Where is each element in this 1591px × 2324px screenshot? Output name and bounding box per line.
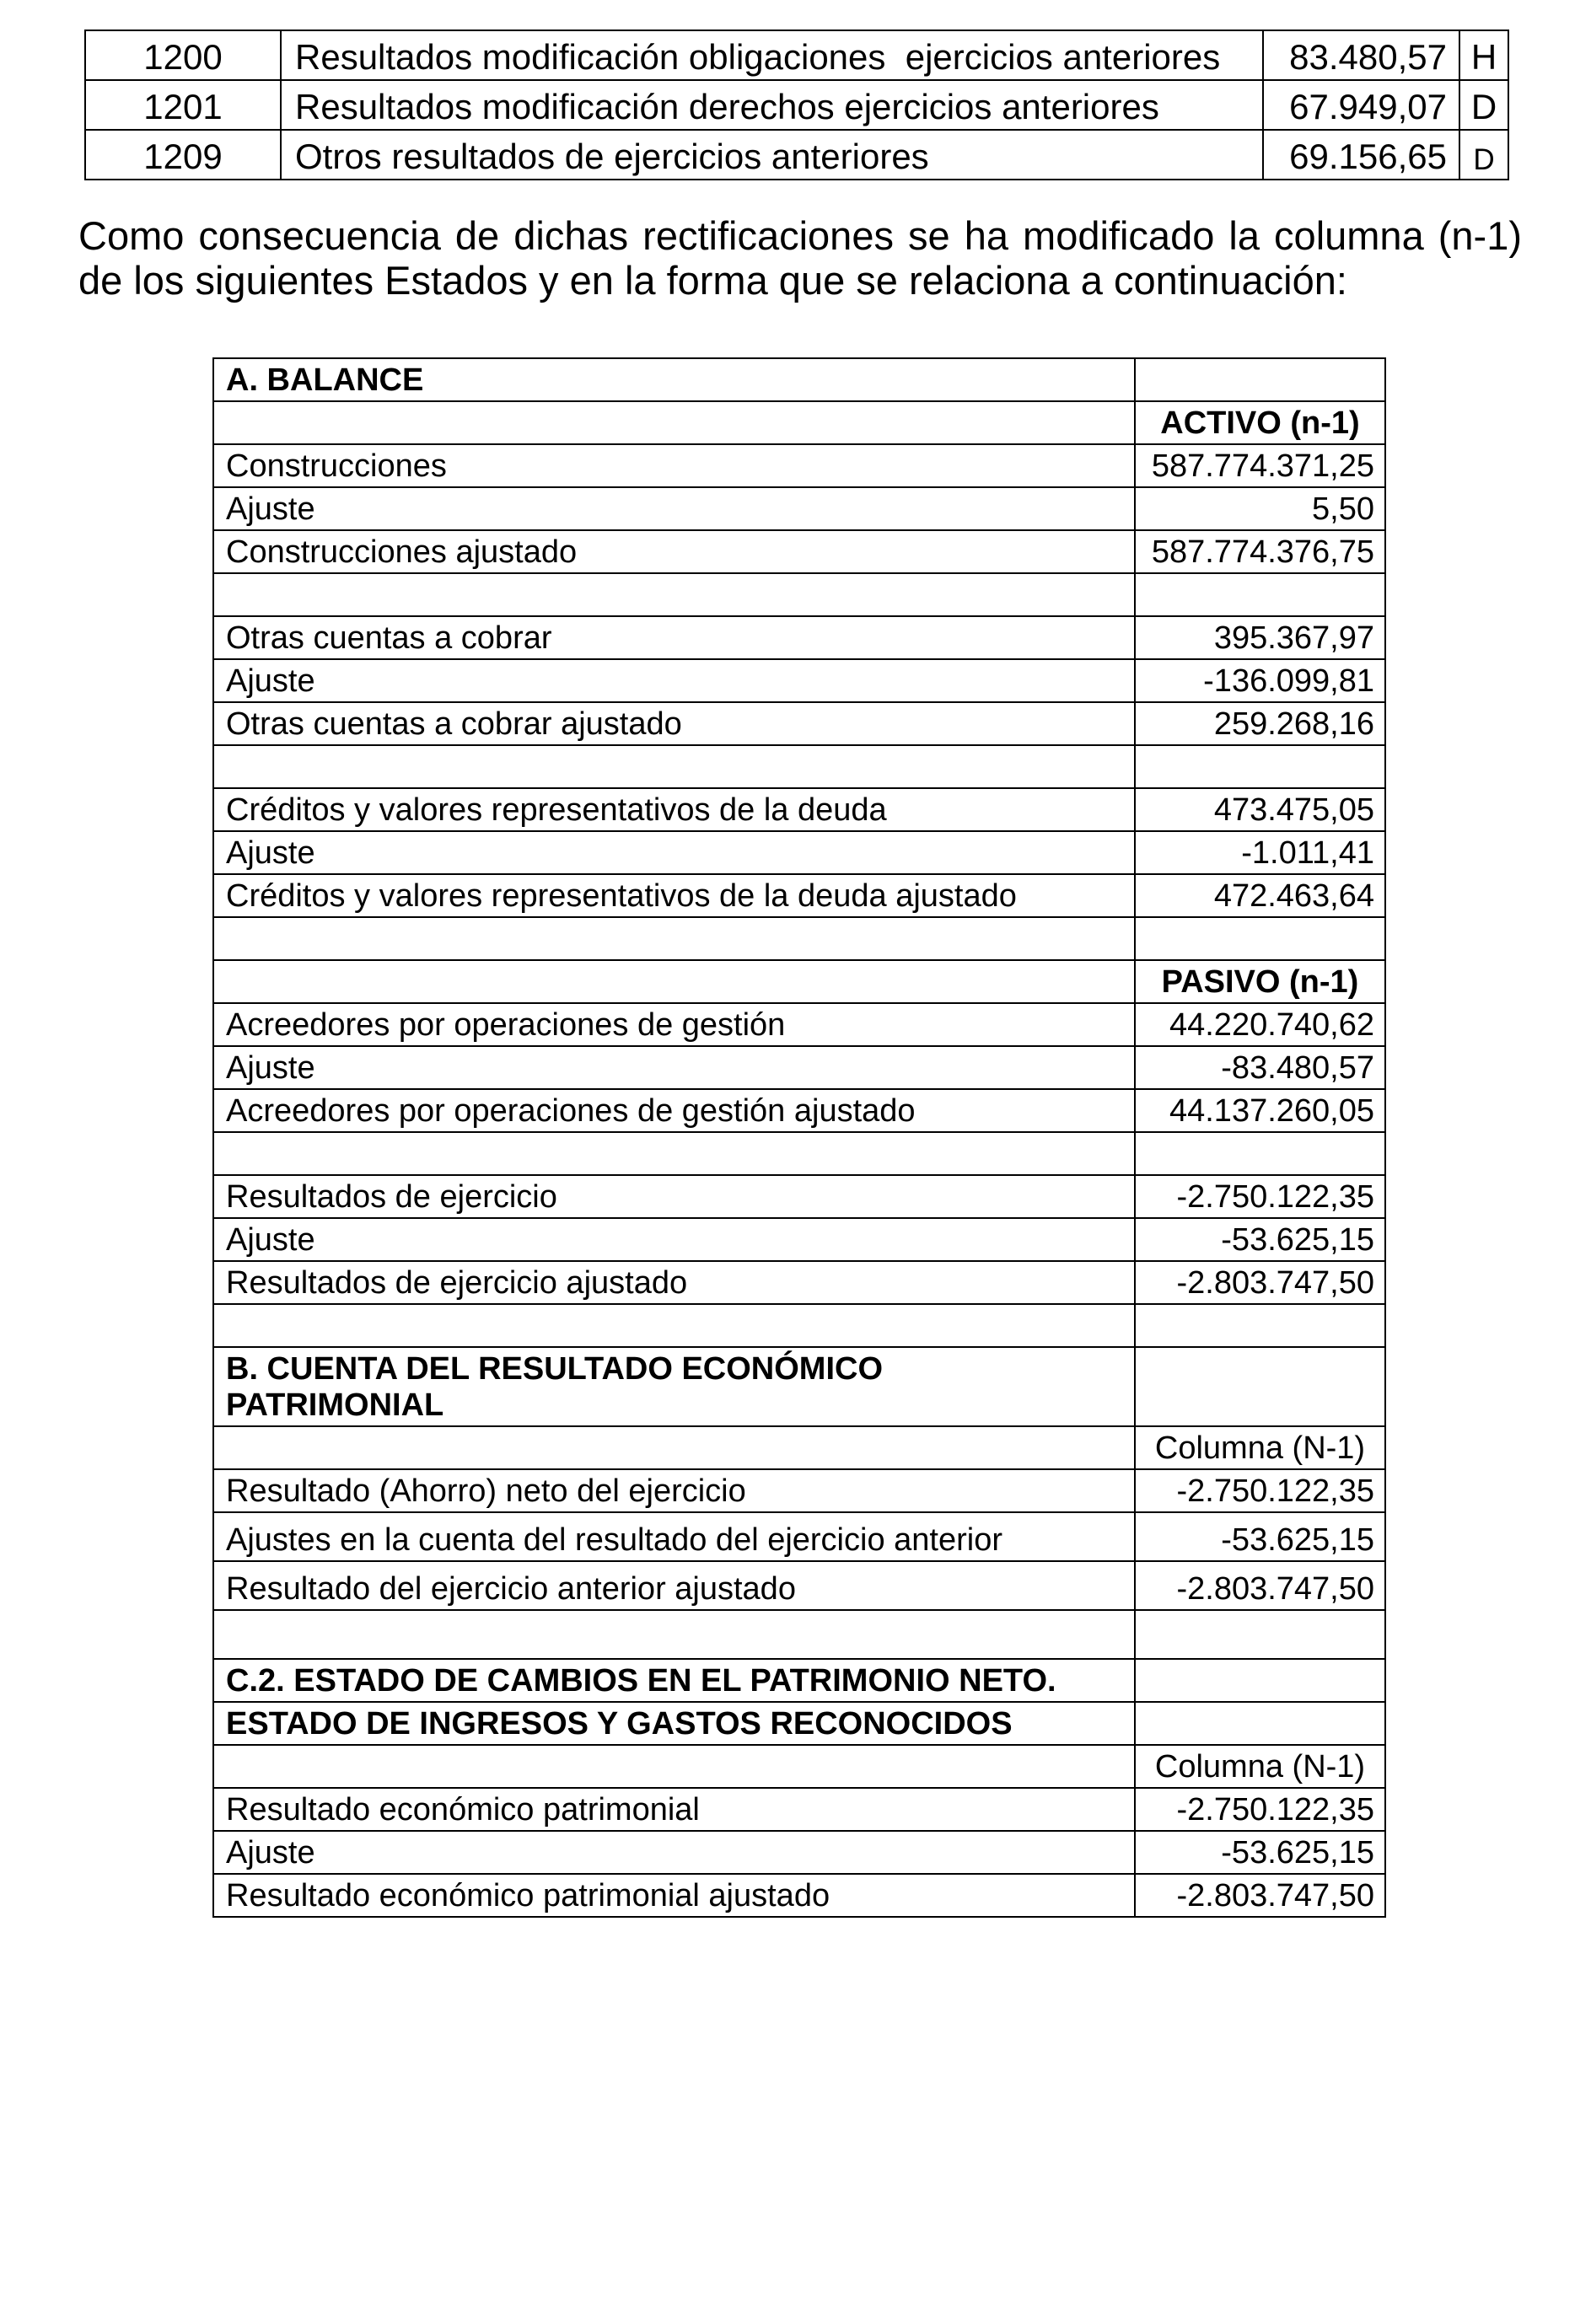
- column-header-row: [213, 1745, 1385, 1788]
- column-header-n-1: Columna (N-1): [1135, 1426, 1385, 1469]
- row-amount: -53.625,15: [1135, 1831, 1385, 1874]
- account-amount: 67.949,07: [1263, 80, 1459, 130]
- empty-cell: [1135, 1132, 1385, 1175]
- section-title-balance: A. BALANCE: [213, 358, 1135, 401]
- row-label: Ajuste: [213, 1218, 1135, 1261]
- row-label: Ajuste: [213, 1831, 1135, 1874]
- table-row: [213, 1561, 1385, 1610]
- row-amount: -2.750.122,35: [1135, 1788, 1385, 1831]
- table-row: [213, 702, 1385, 745]
- table-row: [213, 1218, 1385, 1261]
- row-amount: 587.774.376,75: [1135, 530, 1385, 573]
- row-amount: -1.011,41: [1135, 831, 1385, 874]
- empty-cell: [213, 1610, 1135, 1659]
- row-label: Créditos y valores representativos de la deuda ajustado: [213, 874, 1135, 917]
- debit-credit-indicator: D: [1459, 130, 1508, 180]
- table-row: [85, 130, 1508, 180]
- row-label: Ajuste: [213, 1046, 1135, 1089]
- table-row: [213, 1512, 1385, 1561]
- table-row: [213, 831, 1385, 874]
- blank-row: [213, 745, 1385, 788]
- row-label: Acreedores por operaciones de gestión: [213, 1003, 1135, 1046]
- blank-row: [213, 1304, 1385, 1347]
- table-row: [213, 1788, 1385, 1831]
- empty-cell: [1135, 1659, 1385, 1702]
- row-label: Acreedores por operaciones de gestión ajustado: [213, 1089, 1135, 1132]
- row-label: Ajuste: [213, 831, 1135, 874]
- intro-paragraph: [78, 213, 1522, 303]
- account-code: 1209: [85, 130, 281, 180]
- empty-cell: [213, 1304, 1135, 1347]
- row-amount: 587.774.371,25: [1135, 444, 1385, 487]
- empty-cell: [1135, 1304, 1385, 1347]
- row-amount: -83.480,57: [1135, 1046, 1385, 1089]
- table-row: [213, 659, 1385, 702]
- section-subtitle-ingresos-gastos: ESTADO DE INGRESOS Y GASTOS RECONOCIDOS: [213, 1702, 1135, 1745]
- row-label: Resultado (Ahorro) neto del ejercicio: [213, 1469, 1135, 1512]
- column-header-pasivo: PASIVO (n-1): [1135, 960, 1385, 1003]
- row-amount: -2.803.747,50: [1135, 1874, 1385, 1917]
- intro-line-2: de los siguientes Estados y en la forma que se relaciona a continuación:: [78, 258, 1347, 303]
- table-row: [213, 1874, 1385, 1917]
- row-label: Otras cuentas a cobrar ajustado: [213, 702, 1135, 745]
- row-amount: -53.625,15: [1135, 1512, 1385, 1561]
- row-label: Resultado económico patrimonial ajustado: [213, 1874, 1135, 1917]
- empty-cell: [1135, 358, 1385, 401]
- row-amount: 472.463,64: [1135, 874, 1385, 917]
- table-row: [213, 1831, 1385, 1874]
- table-row: [213, 530, 1385, 573]
- row-amount: -2.750.122,35: [1135, 1175, 1385, 1218]
- account-description: Resultados modificación obligaciones ejercicios anteriores: [281, 30, 1263, 80]
- empty-cell: [1135, 573, 1385, 616]
- row-amount: 44.220.740,62: [1135, 1003, 1385, 1046]
- row-amount: 44.137.260,05: [1135, 1089, 1385, 1132]
- table-row: [213, 616, 1385, 659]
- account-amount: 69.156,65: [1263, 130, 1459, 180]
- empty-cell: [1135, 1610, 1385, 1659]
- empty-cell: [213, 1745, 1135, 1788]
- row-amount: -2.750.122,35: [1135, 1469, 1385, 1512]
- blank-row: [213, 917, 1385, 960]
- row-amount: 395.367,97: [1135, 616, 1385, 659]
- column-header-activo: ACTIVO (n-1): [1135, 401, 1385, 444]
- column-header-row: [213, 960, 1385, 1003]
- row-label: Otras cuentas a cobrar: [213, 616, 1135, 659]
- table-row: [85, 80, 1508, 130]
- table-row: [213, 874, 1385, 917]
- empty-cell: [1135, 917, 1385, 960]
- empty-cell: [213, 401, 1135, 444]
- account-code: 1201: [85, 80, 281, 130]
- empty-cell: [213, 917, 1135, 960]
- table-row: [213, 1175, 1385, 1218]
- row-amount: 5,50: [1135, 487, 1385, 530]
- account-amount: 83.480,57: [1263, 30, 1459, 80]
- table-row: [213, 487, 1385, 530]
- column-header-n-1: Columna (N-1): [1135, 1745, 1385, 1788]
- row-label: Construcciones ajustado: [213, 530, 1135, 573]
- blank-row: [213, 1132, 1385, 1175]
- row-label: Ajustes en la cuenta del resultado del ejercicio anterior: [213, 1512, 1135, 1561]
- table-row: [213, 1046, 1385, 1089]
- row-label: Resultado del ejercicio anterior ajustado: [213, 1561, 1135, 1610]
- account-adjustments-table: [84, 30, 1509, 180]
- empty-cell: [1135, 745, 1385, 788]
- section-title-cell: [213, 1347, 1135, 1426]
- row-label: Ajuste: [213, 487, 1135, 530]
- row-label: Resultado económico patrimonial: [213, 1788, 1135, 1831]
- section-header-row: [213, 1659, 1385, 1702]
- table-row: [213, 788, 1385, 831]
- row-amount: 259.268,16: [1135, 702, 1385, 745]
- blank-row: [213, 1610, 1385, 1659]
- account-code: 1200: [85, 30, 281, 80]
- table-row: [213, 1089, 1385, 1132]
- row-label: Ajuste: [213, 659, 1135, 702]
- account-description: Otros resultados de ejercicios anteriores: [281, 130, 1263, 180]
- table-row: [213, 1469, 1385, 1512]
- empty-cell: [213, 1132, 1135, 1175]
- row-label: Construcciones: [213, 444, 1135, 487]
- debit-credit-indicator: H: [1459, 30, 1508, 80]
- row-amount: -2.803.747,50: [1135, 1261, 1385, 1304]
- column-header-row: [213, 1426, 1385, 1469]
- empty-cell: [1135, 1347, 1385, 1426]
- table-row: [213, 1003, 1385, 1046]
- table-row: [213, 444, 1385, 487]
- table-row: [213, 1261, 1385, 1304]
- empty-cell: [213, 960, 1135, 1003]
- financial-statements-table: [212, 357, 1386, 1918]
- row-label: Créditos y valores representativos de la deuda: [213, 788, 1135, 831]
- account-description: Resultados modificación derechos ejercicios anteriores: [281, 80, 1263, 130]
- row-amount: 473.475,05: [1135, 788, 1385, 831]
- empty-cell: [213, 745, 1135, 788]
- empty-cell: [1135, 1702, 1385, 1745]
- blank-row: [213, 573, 1385, 616]
- row-label: Resultados de ejercicio: [213, 1175, 1135, 1218]
- row-amount: -53.625,15: [1135, 1218, 1385, 1261]
- section-header-row: [213, 1347, 1385, 1426]
- section-header-row: [213, 358, 1385, 401]
- table-row: [85, 30, 1508, 80]
- section-title-cuenta-resultado: B. CUENTA DEL RESULTADO ECONÓMICO PATRIMONIAL: [226, 1350, 883, 1424]
- row-label: Resultados de ejercicio ajustado: [213, 1261, 1135, 1304]
- row-amount: -136.099,81: [1135, 659, 1385, 702]
- empty-cell: [213, 1426, 1135, 1469]
- section-title-cambios-patrimonio: C.2. ESTADO DE CAMBIOS EN EL PATRIMONIO NETO.: [213, 1659, 1135, 1702]
- intro-line-1: Como consecuencia de dichas rectificaciones se ha modificado la columna (n-1): [78, 213, 1522, 258]
- empty-cell: [213, 573, 1135, 616]
- debit-credit-indicator: D: [1459, 80, 1508, 130]
- section-subheader-row: [213, 1702, 1385, 1745]
- column-header-row: [213, 401, 1385, 444]
- row-amount: -2.803.747,50: [1135, 1561, 1385, 1610]
